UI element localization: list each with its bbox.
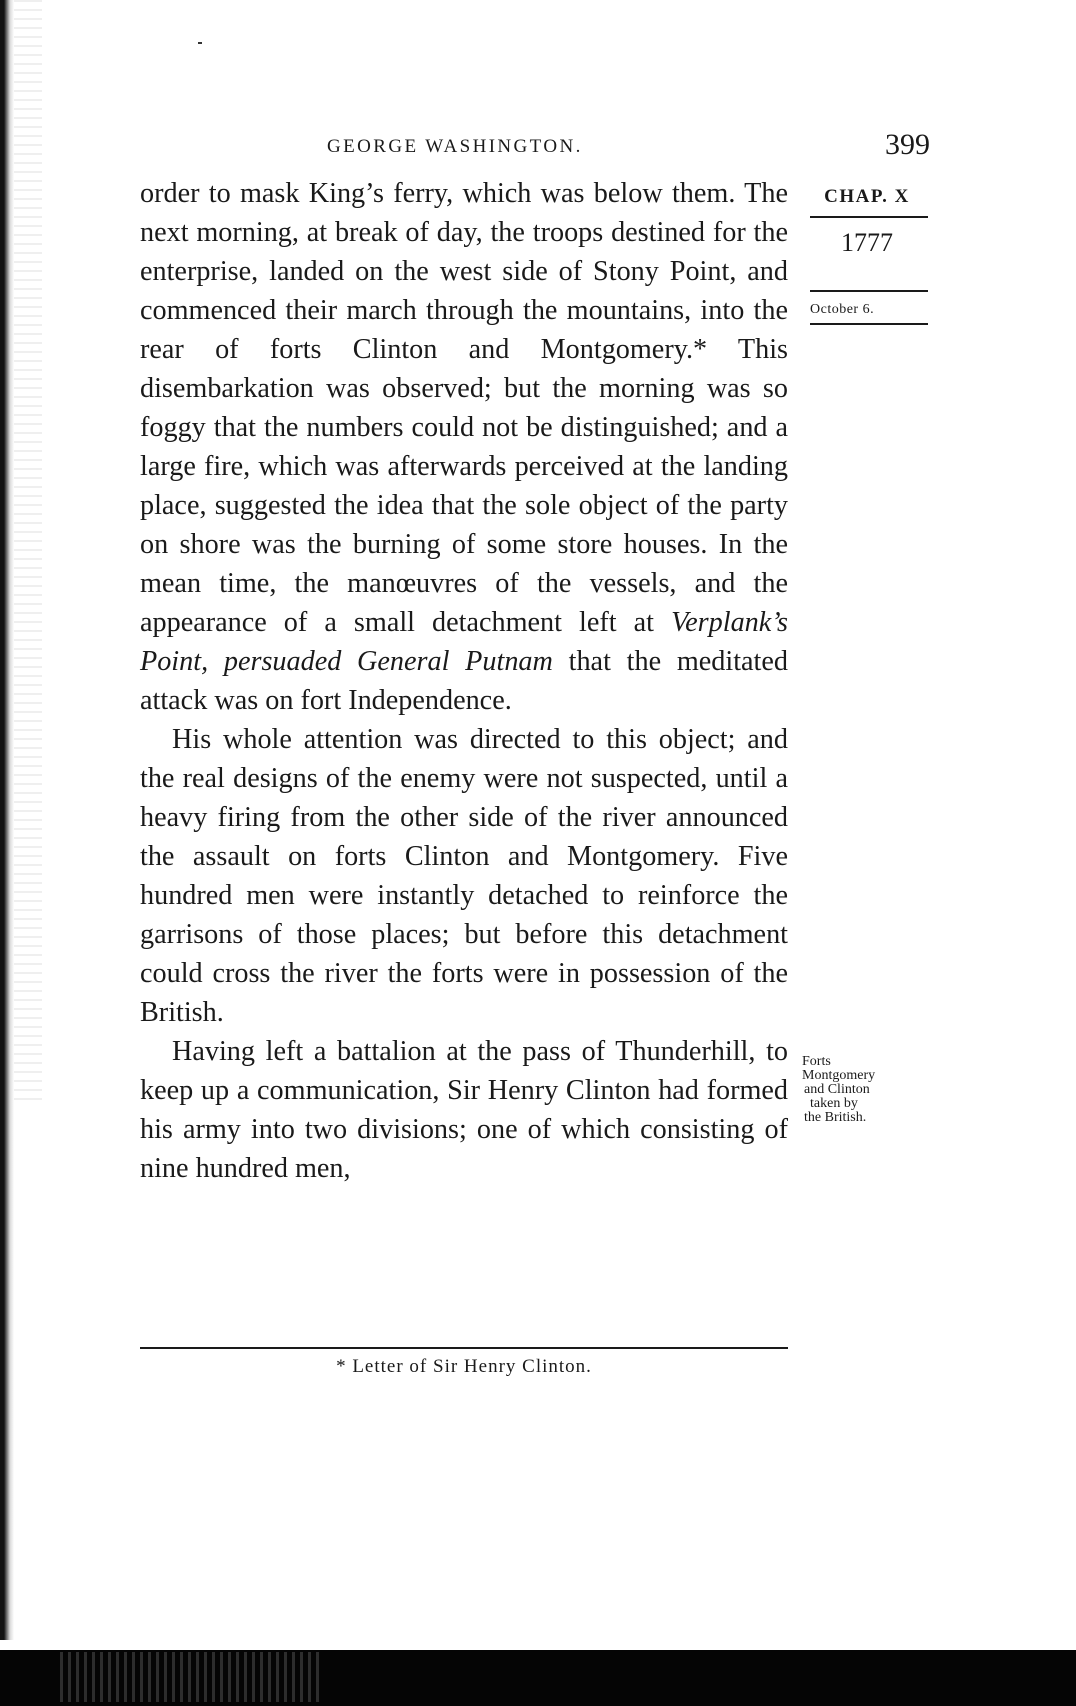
sidenote-line: taken by	[810, 1096, 858, 1111]
footnote-rule	[140, 1347, 788, 1349]
scan-specks	[14, 0, 42, 1100]
date-label: October 6.	[810, 302, 875, 317]
scan-bottom-texture	[60, 1652, 320, 1702]
sidenote	[800, 1055, 940, 1125]
paragraph-1	[140, 174, 788, 720]
sidenote-line: Montgomery	[802, 1068, 876, 1083]
year-label: 1777	[841, 228, 893, 257]
margin-rule	[810, 323, 928, 325]
footnote: * Letter of Sir Henry Clinton.	[336, 1356, 592, 1377]
running-head	[140, 128, 930, 174]
margin-rule	[810, 290, 928, 292]
paragraph-3: Having left a battalion at the pass of Thunderhill, to keep up a communication, Sir Henry Clinton had formed his army into two divisions; one of which consisting of nine hundred men,	[140, 1036, 788, 1184]
paragraph-1-text-a: order to mask King’s ferry, which was below them. The next morning, at break of day, the troops destined for the enterprise, landed on the west side of Stony Point, and commenced their march through the mountains, into the rear of forts Clinton and Montgomery.* This disembarkation was observed; but the morning was so foggy that the numbers could not be distinguished; and a large fire, which was afterwards perceived at the landing place, suggested the idea that the sole object of the party on shore was the burning of some store houses. In the mean time, the manœuvres of the vessels, and the appearance of a small detachment left at	[140, 178, 788, 638]
sidenote-line: Forts	[802, 1054, 831, 1069]
page-number: 399	[885, 128, 930, 161]
margin-rule	[810, 216, 928, 218]
paragraph-2: His whole attention was directed to this object; and the real designs of the enemy were not suspected, until a heavy firing from the other side of the river announced the assault on forts Clinton and Montgomery. Five hundred men were instantly detached to reinforce the garrisons of those places; but before this detachment could cross the river the forts were in possession of the British.	[140, 724, 788, 1028]
scan-speck	[198, 42, 202, 44]
sidenote-line: and Clinton	[804, 1082, 870, 1097]
body-text	[140, 174, 788, 1188]
sidenote-line: the British.	[804, 1110, 867, 1125]
paragraph-1-text-b: that the meditated attack was on fort Independence.	[140, 646, 788, 716]
running-title: GEORGE WASHINGTON.	[327, 136, 583, 157]
chapter-label: CHAP. X	[824, 186, 910, 207]
binding-edge	[0, 0, 14, 1640]
paragraph-1-italic: Verplank’s Point, persuaded General Putnam	[140, 607, 788, 677]
